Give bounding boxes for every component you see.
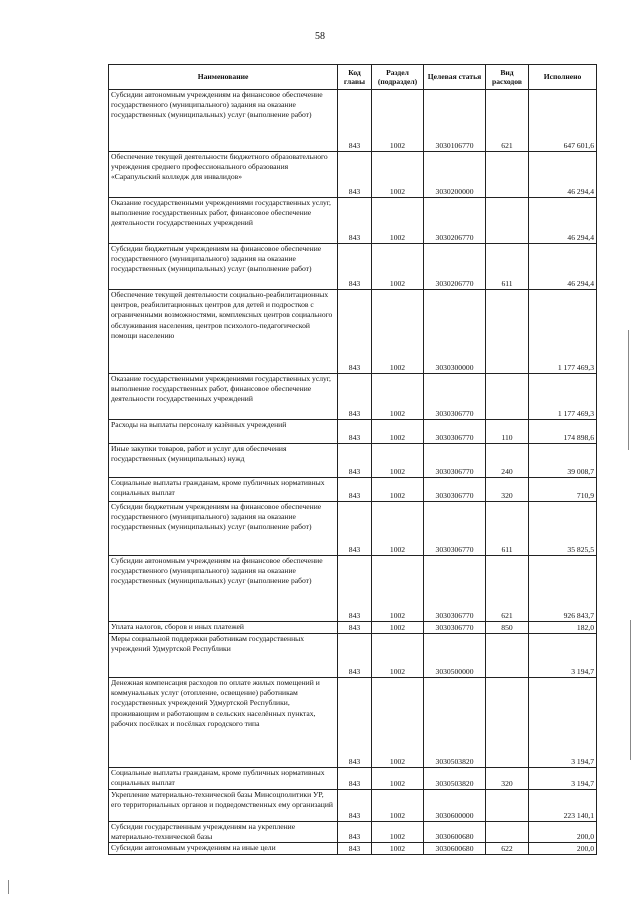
cell-executed: 35 825,5 (529, 502, 597, 556)
cell-target: 3030306770 (424, 502, 486, 556)
cell-target: 3030600000 (424, 790, 486, 822)
header-executed: Исполнено (529, 65, 597, 90)
table-row (109, 634, 597, 678)
cell-section: 1002 (372, 444, 424, 478)
cell-executed: 3 194,7 (529, 768, 597, 790)
cell-section: 1002 (372, 634, 424, 678)
cell-chapter-code: 843 (338, 420, 372, 444)
cell-expense-type: 240 (486, 444, 529, 478)
cell-executed: 223 140,1 (529, 790, 597, 822)
cell-section: 1002 (372, 152, 424, 198)
table-row (109, 768, 597, 790)
table-row (109, 622, 597, 634)
cell-name: Субсидии государственным учреждениям на укрепление материально-технической базы (109, 822, 338, 843)
cell-executed: 46 294,4 (529, 152, 597, 198)
cell-executed: 710,9 (529, 478, 597, 502)
cell-target: 3030306770 (424, 622, 486, 634)
cell-chapter-code: 843 (338, 90, 372, 152)
cell-name: Субсидии автономным учреждениям на финансовое обеспечение государственного (муниципального) задания на оказание государственных (муниципальных) услуг (выполнение работ) (109, 556, 338, 622)
cell-target: 3030600680 (424, 822, 486, 843)
cell-executed: 3 194,7 (529, 634, 597, 678)
cell-expense-type: 611 (486, 244, 529, 290)
cell-chapter-code: 843 (338, 502, 372, 556)
cell-expense-type: 320 (486, 768, 529, 790)
cell-expense-type (486, 678, 529, 768)
page-number: 58 (315, 31, 325, 42)
table-row (109, 678, 597, 768)
cell-expense-type: 622 (486, 843, 529, 855)
table-row (109, 290, 597, 374)
cell-expense-type (486, 152, 529, 198)
table-row (109, 843, 597, 855)
cell-name: Субсидии бюджетным учреждениям на финансовое обеспечение государственного (муниципального) задания на оказание государственных (муниципальных) услуг (выполнение работ) (109, 502, 338, 556)
cell-executed: 200,0 (529, 822, 597, 843)
cell-target: 3030106770 (424, 90, 486, 152)
cell-target: 3030306770 (424, 478, 486, 502)
cell-executed: 46 294,4 (529, 198, 597, 244)
header-chapter-code: Код главы (338, 65, 372, 90)
cell-name: Обеспечение текущей деятельности бюджетного образовательного учреждения среднего профессионального образования «Сарапульский колледж для инвалидов» (109, 152, 338, 198)
cell-name: Оказание государственными учреждениями государственных услуг, выполнение государственных работ, финансовое обеспечение деятельности государственных учреждений (109, 374, 338, 420)
cell-chapter-code: 843 (338, 768, 372, 790)
cell-executed: 200,0 (529, 843, 597, 855)
cell-section: 1002 (372, 768, 424, 790)
table-row (109, 444, 597, 478)
cell-name: Уплата налогов, сборов и иных платежей (109, 622, 338, 634)
cell-executed: 174 898,6 (529, 420, 597, 444)
cell-expense-type (486, 374, 529, 420)
scan-edge-mark (628, 330, 629, 450)
cell-target: 3030500000 (424, 634, 486, 678)
cell-expense-type (486, 198, 529, 244)
cell-chapter-code: 843 (338, 478, 372, 502)
cell-name: Субсидии бюджетным учреждениям на финансовое обеспечение государственного (муниципального) задания на оказание государственных (муниципальных) услуг (выполнение работ) (109, 244, 338, 290)
cell-expense-type: 611 (486, 502, 529, 556)
scan-edge-mark (630, 620, 631, 760)
cell-section: 1002 (372, 420, 424, 444)
cell-chapter-code: 843 (338, 444, 372, 478)
table-row (109, 420, 597, 444)
header-target: Целевая статья (424, 65, 486, 90)
table-row (109, 374, 597, 420)
cell-target: 3030306770 (424, 556, 486, 622)
cell-expense-type (486, 822, 529, 843)
cell-chapter-code: 843 (338, 843, 372, 855)
header-name: Наименование (109, 65, 338, 90)
cell-expense-type: 110 (486, 420, 529, 444)
table-header-row (109, 65, 597, 90)
cell-chapter-code: 843 (338, 244, 372, 290)
header-section: Раздел (подраздел) (372, 65, 424, 90)
table-row (109, 556, 597, 622)
cell-executed: 926 843,7 (529, 556, 597, 622)
cell-chapter-code: 843 (338, 556, 372, 622)
cell-target: 3030503820 (424, 768, 486, 790)
header-expense-type: Вид расходов (486, 65, 529, 90)
cell-name: Оказание государственными учреждениями государственных услуг, выполнение государственных работ, финансовое обеспечение деятельности государственных учреждений (109, 198, 338, 244)
cell-section: 1002 (372, 822, 424, 843)
cell-expense-type (486, 790, 529, 822)
cell-section: 1002 (372, 622, 424, 634)
cell-executed: 39 008,7 (529, 444, 597, 478)
cell-chapter-code: 843 (338, 790, 372, 822)
cell-target: 3030306770 (424, 420, 486, 444)
cell-target: 3030206770 (424, 198, 486, 244)
table-row (109, 822, 597, 843)
cell-target: 3030306770 (424, 374, 486, 420)
cell-executed: 182,0 (529, 622, 597, 634)
cell-name: Социальные выплаты гражданам, кроме публичных нормативных социальных выплат (109, 478, 338, 502)
table-row (109, 244, 597, 290)
cell-section: 1002 (372, 790, 424, 822)
cell-target: 3030200000 (424, 152, 486, 198)
cell-target: 3030206770 (424, 244, 486, 290)
cell-chapter-code: 843 (338, 152, 372, 198)
cell-section: 1002 (372, 678, 424, 768)
cell-chapter-code: 843 (338, 634, 372, 678)
cell-expense-type: 320 (486, 478, 529, 502)
scan-edge-mark (8, 880, 9, 894)
table-row (109, 90, 597, 152)
cell-target: 3030503820 (424, 678, 486, 768)
cell-section: 1002 (372, 290, 424, 374)
cell-chapter-code: 843 (338, 622, 372, 634)
cell-name: Денежная компенсация расходов по оплате жилых помещений и коммунальных услуг (отопление, освещение) работникам государственных учреждений Удмуртской Республики, проживающим и работающим в сельских населённых пунктах, рабочих посёлках и посёлках городского типа (109, 678, 338, 768)
cell-expense-type: 621 (486, 90, 529, 152)
cell-name: Субсидии автономным учреждениям на иные цели (109, 843, 338, 855)
table-row (109, 478, 597, 502)
cell-name: Иные закупки товаров, работ и услуг для обеспечения государственных (муниципальных) нужд (109, 444, 338, 478)
cell-section: 1002 (372, 478, 424, 502)
cell-section: 1002 (372, 198, 424, 244)
cell-executed: 3 194,7 (529, 678, 597, 768)
cell-name: Расходы на выплаты персоналу казённых учреждений (109, 420, 338, 444)
cell-chapter-code: 843 (338, 290, 372, 374)
cell-name: Меры социальной поддержки работникам государственных учреждений Удмуртской Республики (109, 634, 338, 678)
cell-chapter-code: 843 (338, 822, 372, 843)
cell-name: Субсидии автономным учреждениям на финансовое обеспечение государственного (муниципального) задания на оказание государственных (муниципальных) услуг (выполнение работ) (109, 90, 338, 152)
cell-executed: 46 294,4 (529, 244, 597, 290)
cell-target: 3030306770 (424, 444, 486, 478)
budget-table (108, 64, 597, 855)
table-row (109, 198, 597, 244)
table-row (109, 502, 597, 556)
cell-target: 3030300000 (424, 290, 486, 374)
cell-name: Социальные выплаты гражданам, кроме публичных нормативных социальных выплат (109, 768, 338, 790)
cell-expense-type (486, 290, 529, 374)
cell-name: Обеспечение текущей деятельности социально-реабилитационных центров, реабилитационных центров для детей и подростков с ограниченными возможностями, комплексных центров социального обслуживания населения, центров психолого-педагогической помощи населению (109, 290, 338, 374)
cell-executed: 1 177 469,3 (529, 290, 597, 374)
cell-target: 3030600680 (424, 843, 486, 855)
cell-section: 1002 (372, 556, 424, 622)
cell-chapter-code: 843 (338, 374, 372, 420)
cell-executed: 1 177 469,3 (529, 374, 597, 420)
cell-section: 1002 (372, 502, 424, 556)
table-row (109, 790, 597, 822)
cell-chapter-code: 843 (338, 678, 372, 768)
cell-expense-type: 621 (486, 556, 529, 622)
cell-expense-type (486, 634, 529, 678)
cell-expense-type: 850 (486, 622, 529, 634)
cell-section: 1002 (372, 843, 424, 855)
cell-executed: 647 601,6 (529, 90, 597, 152)
cell-section: 1002 (372, 244, 424, 290)
cell-name: Укрепление материально-технической базы Минсоцполитики УР, его территориальных органов и подведомственных ему организаций (109, 790, 338, 822)
table-row (109, 152, 597, 198)
cell-section: 1002 (372, 90, 424, 152)
cell-section: 1002 (372, 374, 424, 420)
cell-chapter-code: 843 (338, 198, 372, 244)
